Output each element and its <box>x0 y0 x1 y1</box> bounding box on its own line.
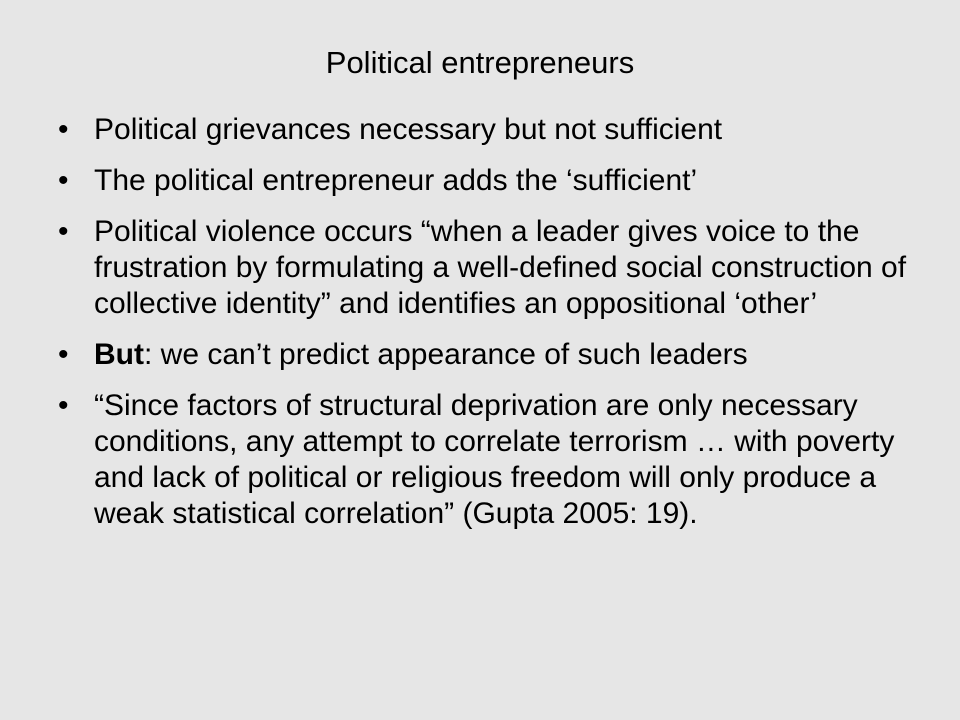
bullet-item <box>58 388 928 532</box>
bullet-bold-lead: But <box>94 338 144 371</box>
bullet-text: : we can’t predict appearance of such leaders <box>143 338 748 371</box>
bullet-icon: • <box>58 113 69 146</box>
bullet-text: “Since factors of structural deprivation are only necessary conditions, any attempt to correlate terrorism … with poverty and lack of political or religious freedom will only produce a weak statistical correlation” (Gupta 2005: 19). <box>94 389 895 530</box>
bullet-text: Political violence occurs “when a leader gives voice to the frustration by formulating a well-defined social construction of collective identity” and identifies an oppositional ‘other’ <box>94 215 907 320</box>
bullet-text: The political entrepreneur adds the ‘sufficient’ <box>94 164 698 197</box>
bullet-item <box>58 337 928 373</box>
bullet-item <box>58 163 928 199</box>
bullet-icon: • <box>58 215 69 248</box>
slide-title: Political entrepreneurs <box>325 45 635 80</box>
bullet-icon: • <box>58 164 69 197</box>
bullet-item <box>58 112 928 148</box>
bullet-list <box>58 112 928 547</box>
bullet-item <box>58 214 928 322</box>
bullet-text: Political grievances necessary but not sufficient <box>94 113 723 146</box>
bullet-icon: • <box>58 338 69 371</box>
bullet-icon: • <box>58 389 69 422</box>
